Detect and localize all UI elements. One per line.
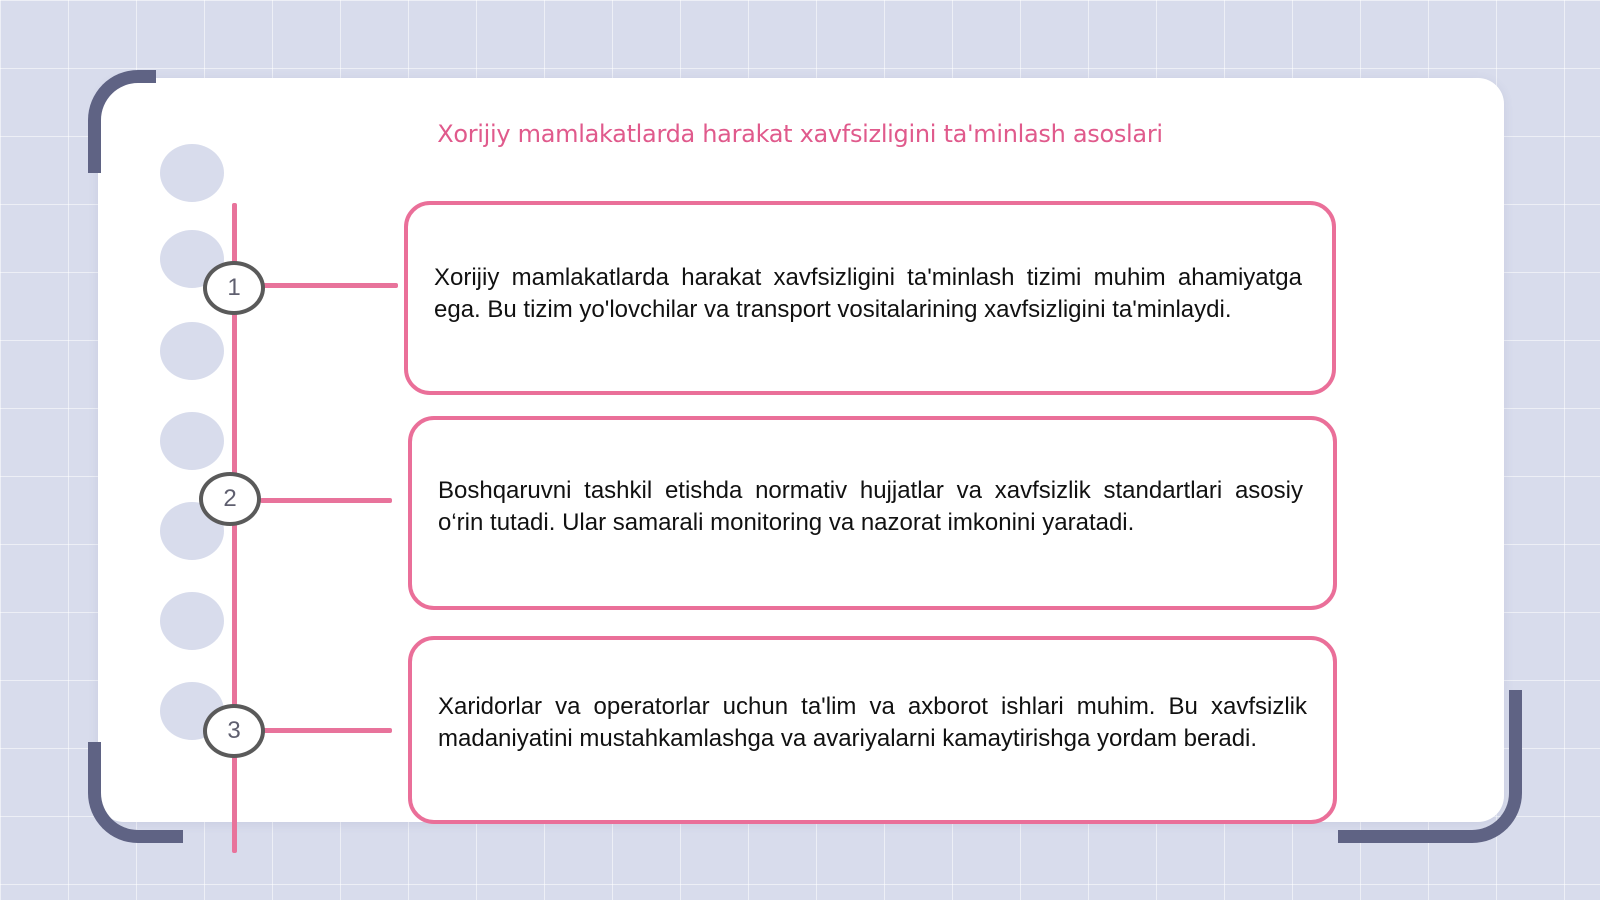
step-connector xyxy=(260,498,392,503)
step-number: 1 xyxy=(227,274,241,301)
step-card xyxy=(408,636,1337,824)
corner-bracket-bottom-right xyxy=(1338,690,1522,843)
step-number-badge xyxy=(203,261,265,315)
step-text: Xaridorlar va operatorlar uchun ta'lim va axborot ishlari muhim. Bu xavfsizlik madaniyatini mustahkamlashga va avariyalarni kamaytirishga yordam beradi. xyxy=(438,693,1307,752)
notebook-hole xyxy=(160,144,224,202)
step-card xyxy=(408,416,1337,610)
corner-bracket-top-left xyxy=(88,70,156,173)
step-text: Xorijiy mamlakatlarda harakat xavfsizligini ta'minlash tizimi muhim ahamiyatga ega. Bu tizim yo'lovchilar va transport vositalarining xavfsizligini ta'minlaydi. xyxy=(434,264,1302,323)
corner-bracket-bottom-left xyxy=(88,742,183,843)
step-connector xyxy=(262,728,392,733)
notebook-hole xyxy=(160,322,224,380)
notebook-hole xyxy=(160,412,224,470)
step-number: 2 xyxy=(223,485,237,512)
slide-title: Xorijiy mamlakatlarda harakat xavfsizligini ta'minlash asoslari xyxy=(437,120,1163,148)
step-text: Boshqaruvni tashkil etishda normativ hujjatlar va xavfsizlik standartlari asosiy o‘rin tutadi. Ular samarali monitoring va nazorat imkonini yaratadi. xyxy=(438,477,1303,536)
step-number: 3 xyxy=(227,717,241,744)
step-card xyxy=(404,201,1336,395)
step-connector xyxy=(262,283,398,288)
step-number-badge xyxy=(199,472,261,526)
notebook-hole xyxy=(160,592,224,650)
step-number-badge xyxy=(203,704,265,758)
